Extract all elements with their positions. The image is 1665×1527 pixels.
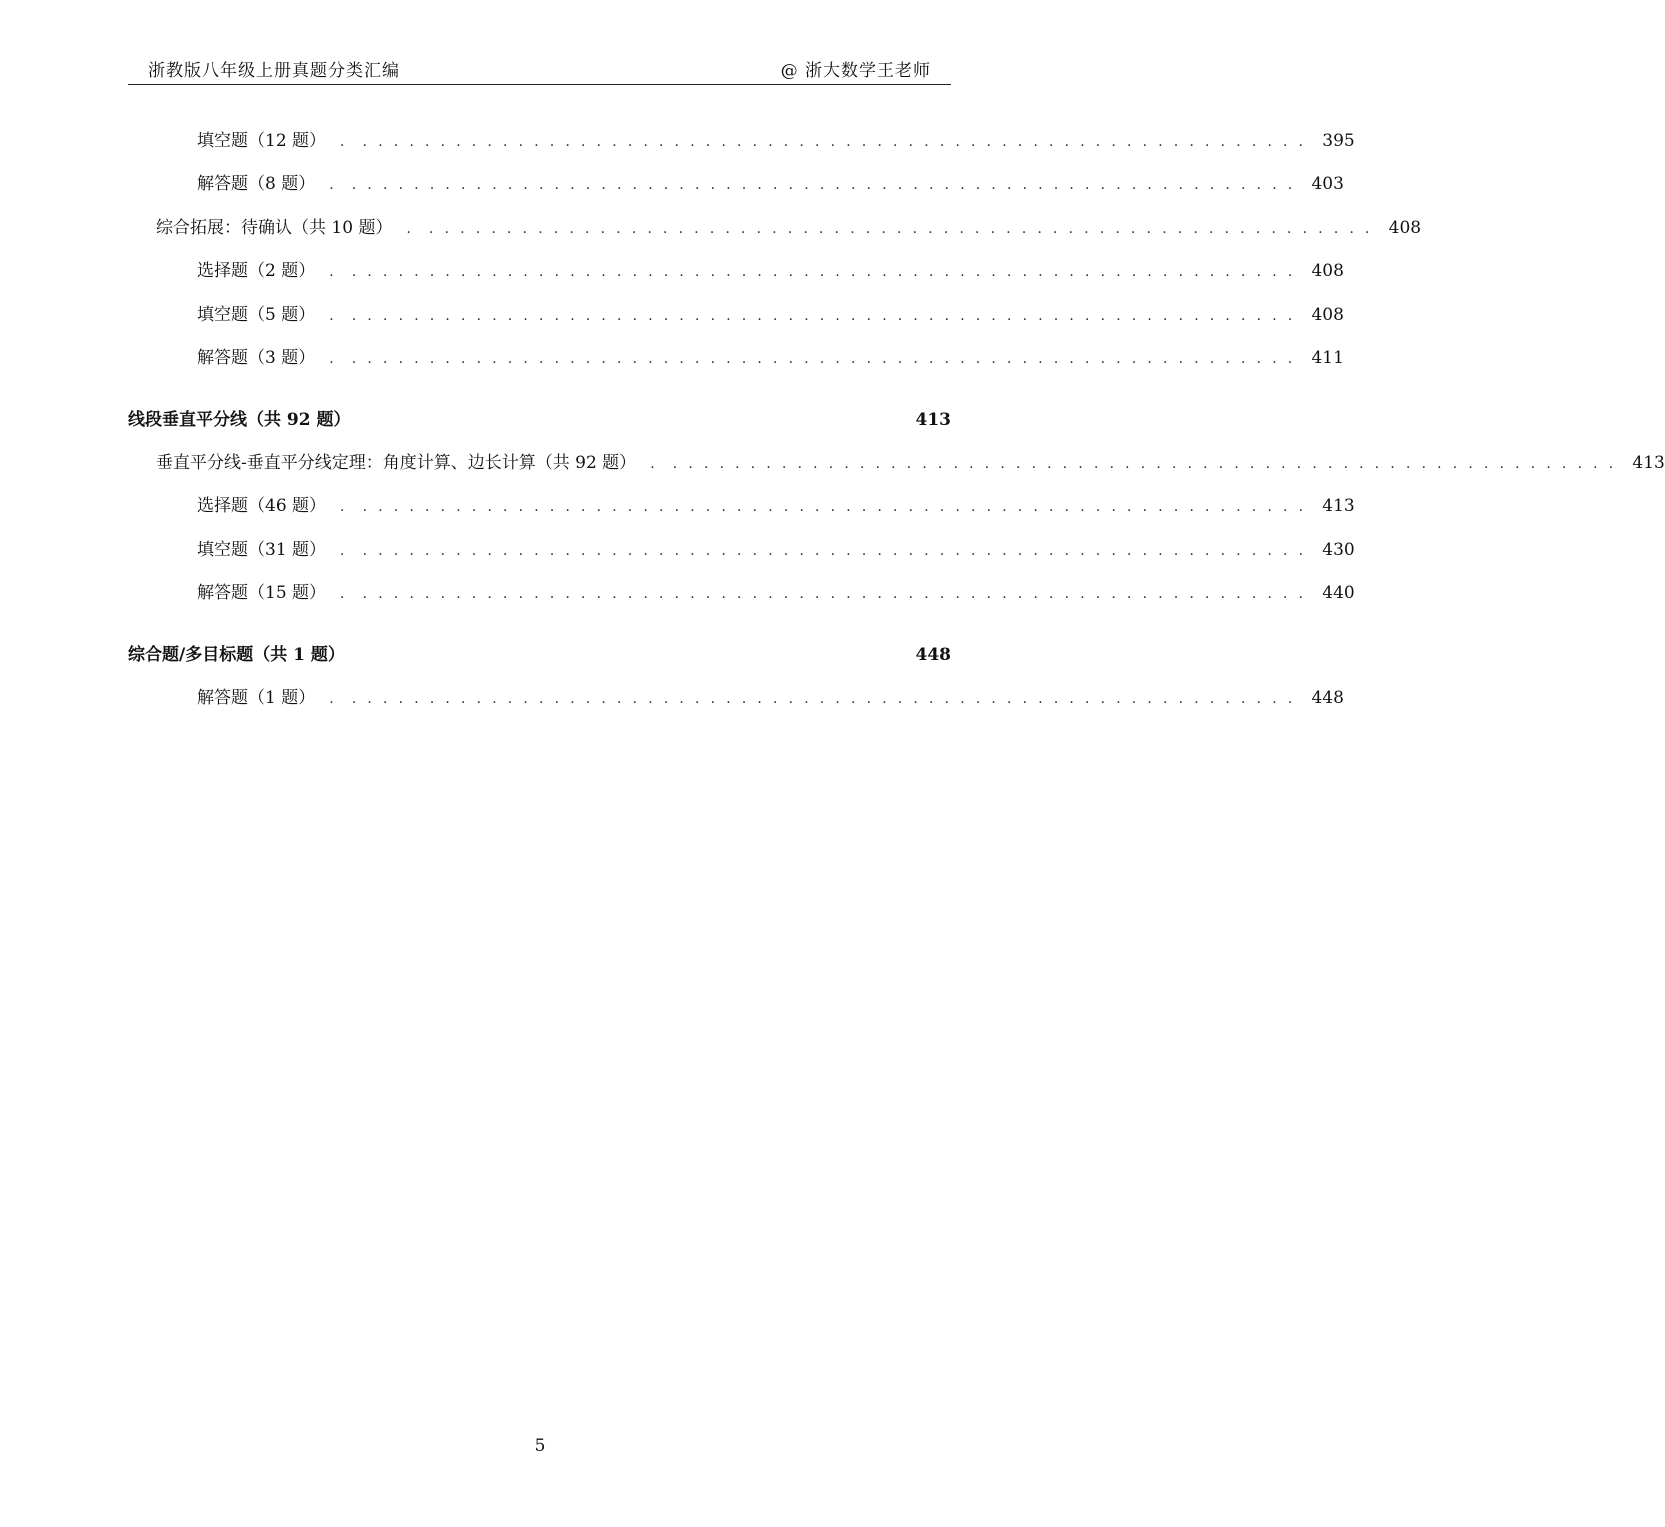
toc-entry-page: 408 — [1388, 218, 1422, 238]
toc-entry-page: 403 — [1311, 174, 1344, 194]
toc-entry[interactable] — [197, 538, 1355, 562]
toc-chapter-entry[interactable] — [128, 408, 951, 432]
dot-leader: ．．．．．．．．．．．．．．．．．．．．．．．．．．．．．．．．．．．．．．．．．．．．．．．．．．．．．．．．．．．．．． — [329, 264, 1304, 280]
toc-entry[interactable] — [156, 451, 1665, 475]
toc-entry[interactable] — [197, 303, 1344, 327]
toc-entry-page: 413 — [1322, 496, 1355, 516]
toc-entry-label: 填空题（12 题） — [197, 131, 327, 151]
document-title: 浙教版八年级上册真题分类汇编 — [148, 61, 400, 81]
dot-leader: ．．．．．．．．．．．．．．．．．．．．．．．．．．．．．．．．．．．．．．．．．．．．．．．．．．．．．．．．．．．．．． — [340, 543, 1315, 559]
toc-entry-label: 填空题（31 题） — [197, 540, 327, 560]
toc-entry-label: 选择题（2 题） — [197, 261, 316, 281]
toc-entry-label: 综合拓展：待确认（共 10 题） — [156, 218, 393, 238]
toc-entry-page: 408 — [1311, 305, 1344, 325]
dot-leader: ．．．．．．．．．．．．．．．．．．．．．．．．．．．．．．．．．．．．．．．．．．．．．．．．．．．．．．．．．．．．．． — [329, 308, 1304, 324]
toc-entry-page: 411 — [1311, 348, 1344, 368]
toc-entry-label: 解答题（3 题） — [197, 348, 316, 368]
toc-entry[interactable] — [197, 259, 1344, 283]
toc-entry-label: 垂直平分线-垂直平分线定理：角度计算、边长计算（共 92 题） — [156, 453, 637, 473]
toc-entry-page: 448 — [1311, 688, 1344, 708]
toc-entry[interactable] — [156, 216, 1422, 240]
toc-entry-label: 解答题（8 题） — [197, 174, 316, 194]
toc-entry[interactable] — [197, 129, 1355, 153]
toc-entry-label: 填空题（5 题） — [197, 305, 316, 325]
dot-leader: ．．．．．．．．．．．．．．．．．．．．．．．．．．．．．．．．．．．．．．．．．．．．．．．．．．．．．．．．．．．．．． — [340, 586, 1315, 602]
dot-leader: ．．．．．．．．．．．．．．．．．．．．．．．．．．．．．．．．．．．．．．．．．．．．．．．．．．．．．．．．．．．．．． — [329, 351, 1304, 367]
page-number: 5 — [534, 1436, 546, 1456]
dot-leader: ．．．．．．．．．．．．．．．．．．．．．．．．．．．．．．．．．．．．．．．．．．．．．．．．．．．．．．．．．．．．．． — [340, 499, 1315, 515]
dot-leader: ．．．．．．．．．．．．．．．．．．．．．．．．．．．．．．．．．．．．．．．．．．．．．．．．．．．．．．．．．．．．．． — [329, 691, 1304, 707]
toc-entry-page: 448 — [915, 645, 951, 665]
toc-entry[interactable] — [197, 494, 1355, 518]
toc-entry-page: 413 — [915, 410, 951, 430]
toc-entry-label: 解答题（1 题） — [197, 688, 316, 708]
toc-chapter-entry[interactable] — [128, 643, 951, 667]
toc-entry[interactable] — [197, 686, 1344, 710]
toc-entry-page: 413 — [1632, 453, 1665, 473]
toc-entry-page: 440 — [1322, 583, 1355, 603]
toc-entry-page: 408 — [1311, 261, 1344, 281]
toc-entry-label: 线段垂直平分线（共 92 题） — [128, 410, 351, 430]
dot-leader: ．．．．．．．．．．．．．．．．．．．．．．．．．．．．．．．．．．．．．．．．．．．．．．．．．．．．．．．．．．．．．． — [650, 456, 1625, 472]
toc-entry-page: 430 — [1322, 540, 1355, 560]
toc-entry-label: 解答题（15 题） — [197, 583, 327, 603]
toc-entry[interactable] — [197, 346, 1344, 370]
toc-entry-label: 选择题（46 题） — [197, 496, 327, 516]
dot-leader: ．．．．．．．．．．．．．．．．．．．．．．．．．．．．．．．．．．．．．．．．．．．．．．．．．．．．．．．．．．．．．． — [340, 134, 1315, 150]
dot-leader: ．．．．．．．．．．．．．．．．．．．．．．．．．．．．．．．．．．．．．．．．．．．．．．．．．．．．．．．．．．．．．． — [406, 221, 1381, 237]
author-credit: @ 浙大数学王老师 — [780, 61, 931, 81]
dot-leader: ．．．．．．．．．．．．．．．．．．．．．．．．．．．．．．．．．．．．．．．．．．．．．．．．．．．．．．．．．．．．．． — [329, 177, 1304, 193]
toc-entry[interactable] — [197, 581, 1355, 605]
toc-entry-label: 综合题/多目标题（共 1 题） — [128, 645, 345, 665]
toc-entry-page: 395 — [1322, 131, 1355, 151]
toc-entry[interactable] — [197, 172, 1344, 196]
